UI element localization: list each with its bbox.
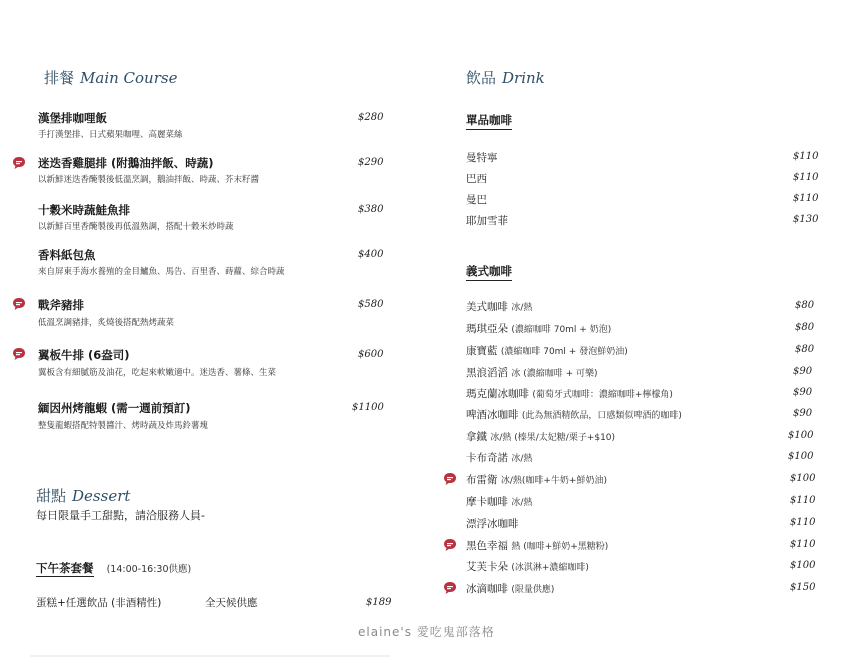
drink-item-price: $90	[793, 408, 813, 419]
drink-item-name: 耶加雪菲	[466, 215, 508, 227]
drink-item-name: 巴西	[466, 173, 487, 185]
menu-item-price: $400	[358, 249, 384, 260]
drink-item-price: $100	[790, 473, 816, 484]
menu-item-name: 香料紙包魚	[38, 248, 96, 262]
afternoon-tea-title: 下午茶套餐	[36, 561, 94, 575]
drink-item: 卡布奇諾 冰/熱	[466, 452, 533, 464]
chat-bubble-icon	[12, 297, 26, 311]
drink-item: 黑色幸福 熱 (咖啡+鮮奶+黑糖粉)	[466, 540, 609, 552]
drink-item: 康寶藍 (濃縮咖啡 70ml + 發泡鮮奶油)	[466, 345, 628, 357]
drink-item-name: 曼巴	[466, 194, 487, 206]
chat-bubble-icon	[12, 347, 26, 361]
drink-item-price: $110	[793, 193, 819, 204]
menu-item-price: $600	[358, 349, 384, 360]
drink-item-price: $90	[793, 387, 813, 398]
menu-item-price: $580	[358, 299, 384, 310]
chat-bubble-icon	[443, 581, 457, 595]
italian-coffee-title: 義式咖啡	[466, 263, 512, 281]
menu-item-desc: 手打漢堡排、日式蘋果咖哩、高麗菜絲	[38, 130, 183, 140]
afternoon-tea-hours: (14:00-16:30供應)	[106, 564, 192, 575]
menu-item-desc: 翼板含有細膩筋及油花，吃起來軟嫩適中。迷迭香、薯條、生菜	[38, 368, 277, 378]
drink-item: 瑪克蘭冰咖啡 (葡萄牙式咖啡：濃縮咖啡+檸檬角)	[466, 388, 673, 400]
drink-item-price: $100	[788, 430, 814, 441]
drink-item-price: $110	[793, 172, 819, 183]
menu-item-price: $290	[358, 157, 384, 168]
divider	[30, 655, 390, 657]
drink-item: 拿鐵 冰/熱 (榛果/太妃糖/栗子+$10)	[466, 431, 616, 443]
drink-item: 黑浪滔滔 冰 (濃縮咖啡 + 可樂)	[466, 367, 598, 379]
menu-item-price: $1100	[352, 402, 384, 413]
menu-item-name: 翼板牛排 (6盎司)	[38, 348, 130, 362]
main-course-title: 排餐 Main Course	[44, 69, 178, 87]
afternoon-tea-availability: 全天候供應	[205, 597, 258, 609]
drink-item-price: $90	[793, 366, 813, 377]
drink-item-name: 曼特寧	[466, 152, 498, 164]
drink-item: 艾芙卡朵 (冰淇淋+濃縮咖啡)	[466, 561, 589, 573]
menu-item-price: $380	[358, 204, 384, 215]
drink-item-price: $150	[790, 582, 816, 593]
menu-item-desc: 低溫烹調豬排，炙燒後搭配熱烤蔬菜	[38, 318, 175, 328]
drink-item: 摩卡咖啡 冰/熱	[466, 496, 533, 508]
drink-item: 布雷衛 冰/熱(咖啡+牛奶+鮮奶油)	[466, 474, 607, 486]
drink-item-price: $100	[788, 451, 814, 462]
drink-title: 飲品 Drink	[466, 69, 545, 87]
afternoon-tea-price: $189	[366, 597, 392, 608]
drink-item-price: $80	[795, 322, 815, 333]
drink-item-price: $110	[790, 495, 816, 506]
drink-item-price: $110	[793, 151, 819, 162]
drink-item: 啤酒冰咖啡 (此為無酒精飲品，口感類似啤酒的咖啡)	[466, 409, 682, 421]
drink-item: 美式咖啡 冰/熱	[466, 301, 533, 313]
menu-item-desc: 整隻龍蝦搭配特製醬汁、烤時蔬及炸馬鈴薯塊	[38, 421, 209, 431]
drink-item-price: $130	[793, 214, 819, 225]
drink-item-price: $110	[790, 539, 816, 550]
dessert-note: 每日限量手工甜點，請洽服務人員-	[36, 509, 205, 522]
chat-bubble-icon	[443, 538, 457, 552]
menu-item-desc: 以新鮮迷迭香醃製後低溫烹調，鵝油拌飯、時蔬、芥末籽醬	[38, 175, 260, 185]
watermark: elaine's 愛吃鬼部落格	[358, 625, 495, 639]
menu-item-name: 戰斧豬排	[38, 298, 84, 312]
menu-item-price: $280	[358, 112, 384, 123]
afternoon-tea-item: 蛋糕+任選飲品 (非酒精性)	[36, 597, 162, 609]
single-origin-title: 單品咖啡	[466, 112, 512, 130]
drink-item: 瑪琪亞朵 (濃縮咖啡 70ml + 奶泡)	[466, 323, 612, 335]
drink-item-price: $110	[790, 517, 816, 528]
afternoon-tea-header	[36, 557, 191, 576]
drink-item-price: $100	[790, 560, 816, 571]
menu-item-desc: 來自屏東手海水養殖的金目鱸魚、馬告、百里香、蒔蘿、綜合時蔬	[38, 267, 285, 277]
menu-item-desc: 以新鮮百里香醃製後再低溫熟調，搭配十穀米炒時蔬	[38, 222, 234, 232]
chat-bubble-icon	[443, 472, 457, 486]
drink-item: 冰滴咖啡 (限量供應)	[466, 583, 555, 595]
menu-item-name: 漢堡排咖哩飯	[38, 111, 107, 125]
drink-item-price: $80	[795, 300, 815, 311]
drink-item-price: $80	[795, 344, 815, 355]
menu-item-name: 十穀米時蔬鮭魚排	[38, 203, 130, 217]
drink-item: 漂浮冰咖啡	[466, 518, 519, 530]
dessert-title: 甜點 Dessert	[36, 487, 131, 505]
menu-item-name: 緬因州烤龍蝦 (需一週前預訂)	[38, 401, 191, 415]
menu-item-name: 迷迭香雞腿排 (附鵝油拌飯、時蔬)	[38, 156, 214, 170]
chat-bubble-icon	[12, 156, 26, 170]
